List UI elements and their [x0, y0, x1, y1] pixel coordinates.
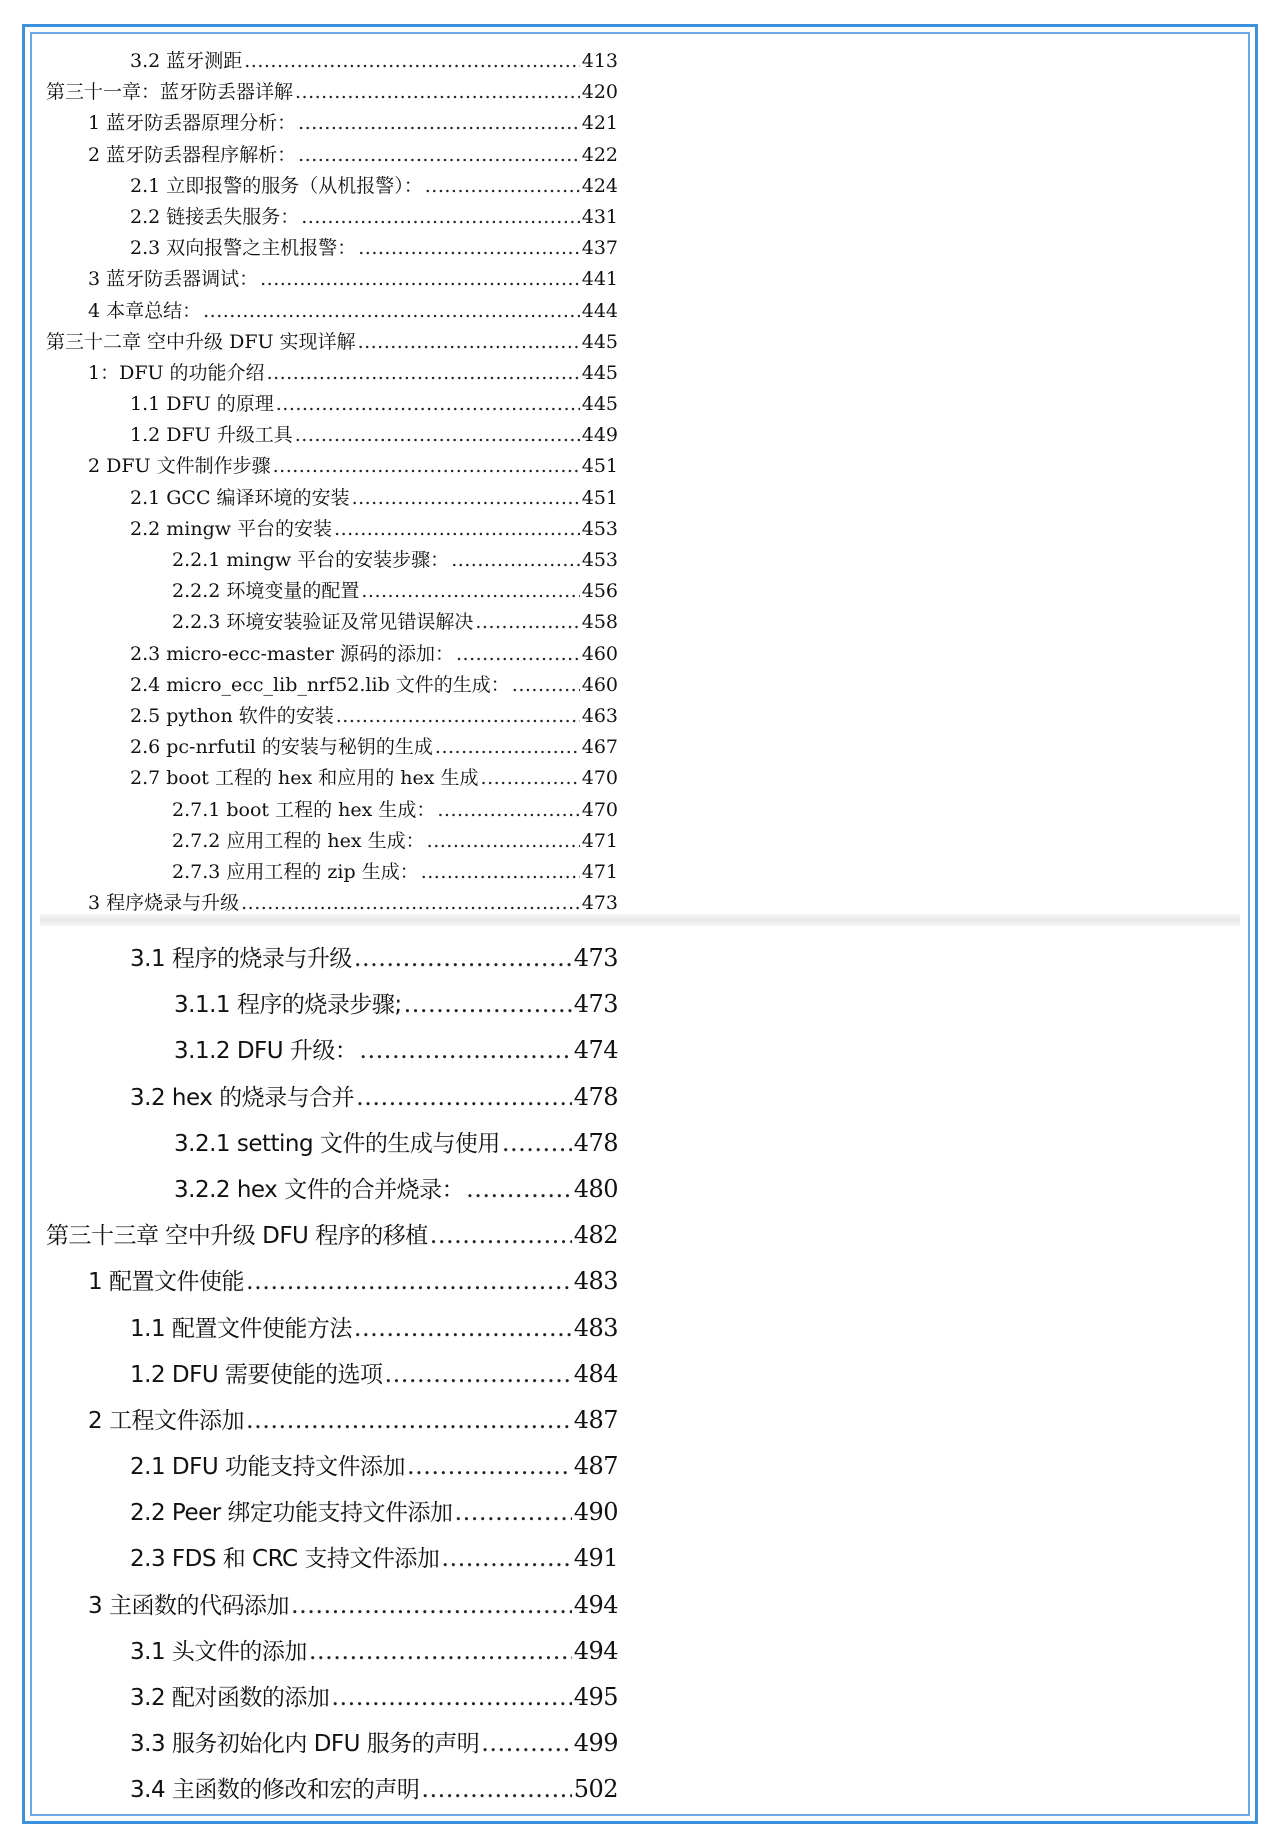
toc-page-number: 449: [581, 424, 618, 447]
toc-page-number: 473: [573, 944, 618, 972]
toc-leader-dots: [336, 705, 580, 727]
toc-entry[interactable]: [46, 1171, 618, 1217]
toc-entry-title: 2.7.3 应用工程的 zip 生成：: [172, 860, 419, 883]
toc-entry-title: 2 工程文件添加: [88, 1407, 244, 1434]
toc-entry[interactable]: [46, 639, 618, 670]
toc-entry-title: 2.1 DFU 功能支持文件添加: [130, 1454, 405, 1481]
toc-page-number: 471: [581, 860, 618, 883]
toc-page-number: 445: [581, 330, 618, 353]
toc-entry-title: 2.5 python 软件的安装: [130, 704, 334, 727]
toc-leader-dots: [512, 674, 580, 696]
toc-page-number: 451: [581, 486, 618, 509]
toc-leader-dots: [298, 144, 580, 166]
toc-leader-dots: [203, 300, 580, 322]
toc-page-number: 431: [581, 205, 618, 228]
toc-leader-dots: [354, 944, 572, 972]
toc-leader-dots: [455, 1498, 572, 1526]
toc-leader-dots: [407, 1452, 572, 1480]
toc-entry[interactable]: [46, 670, 618, 701]
toc-entry-title: 2.1 GCC 编译环境的安装: [130, 486, 350, 509]
toc-entry-title: 1 蓝牙防丢器原理分析：: [88, 112, 297, 135]
toc-entry-title: 2.6 pc-nrfutil 的安装与秘钥的生成: [130, 736, 433, 759]
toc-page-number: 482: [573, 1221, 618, 1250]
toc-page-number: 422: [581, 143, 618, 166]
toc-page-number: 421: [581, 112, 618, 135]
toc-leader-dots: [359, 1036, 571, 1064]
toc-leader-dots: [298, 112, 580, 134]
toc-entry-title: 3 主函数的代码添加: [88, 1592, 289, 1619]
toc-leader-dots: [425, 175, 580, 197]
toc-entry[interactable]: [46, 1356, 618, 1402]
toc-page-number: 413: [581, 50, 618, 72]
toc-entry[interactable]: [46, 1540, 618, 1586]
toc-entry[interactable]: [46, 514, 618, 545]
toc-page-number: 445: [581, 361, 618, 384]
toc-entry[interactable]: [46, 327, 618, 358]
toc-entry[interactable]: [46, 732, 618, 763]
toc-entry-title: 2 蓝牙防丢器程序解析：: [88, 143, 297, 166]
toc-entry-title: 3.2 配对函数的添加: [130, 1685, 330, 1711]
toc-leader-dots: [246, 1267, 572, 1295]
toc-leader-dots: [441, 1544, 571, 1572]
toc-entry[interactable]: [46, 986, 618, 1032]
toc-entry-title: 1 配置文件使能: [88, 1269, 244, 1296]
toc-entry[interactable]: [46, 1125, 618, 1171]
toc-leader-dots: [246, 1406, 572, 1434]
toc-page-number: 453: [581, 517, 618, 540]
toc-leader-dots: [427, 830, 580, 852]
toc-page-number: 474: [573, 1036, 618, 1065]
toc-entry[interactable]: [46, 358, 618, 389]
toc-leader-dots: [273, 455, 580, 477]
toc-entry-title: 1.2 DFU 需要使能的选项: [130, 1361, 383, 1388]
toc-entry[interactable]: [46, 451, 618, 482]
toc-entry[interactable]: [46, 264, 618, 295]
toc-section-lower: [46, 940, 618, 1818]
toc-entry[interactable]: [46, 420, 618, 451]
toc-page-number: 456: [581, 580, 618, 603]
toc-entry-title: 3.2 蓝牙测距: [130, 50, 243, 72]
toc-page-number: 490: [573, 1498, 618, 1527]
toc-page-number: 458: [581, 611, 618, 634]
toc-page-number: 484: [573, 1359, 618, 1388]
toc-entry[interactable]: [46, 1402, 618, 1448]
toc-leader-dots: [331, 1683, 571, 1711]
toc-entry[interactable]: [46, 701, 618, 732]
toc-entry[interactable]: [46, 1079, 618, 1125]
toc-page-number: 491: [573, 1544, 618, 1573]
toc-leader-dots: [481, 767, 580, 789]
toc-entry-title: 3.2.2 hex 文件的合并烧录：: [174, 1176, 465, 1203]
toc-entry[interactable]: [46, 1032, 618, 1078]
toc-entry[interactable]: [46, 296, 618, 327]
toc-leader-dots: [466, 1175, 572, 1203]
toc-entry-title: 2.7.2 应用工程的 hex 生成：: [172, 829, 425, 852]
toc-entry-title: 2.7 boot 工程的 hex 和应用的 hex 生成: [130, 767, 479, 790]
toc-page-number: 478: [573, 1128, 618, 1157]
toc-entry-title: 2.3 双向报警之主机报警：: [130, 237, 357, 260]
toc-entry[interactable]: [46, 233, 618, 264]
toc-entry-title: 3.3 服务初始化内 DFU 服务的声明: [130, 1731, 480, 1758]
toc-entry-title: 3 蓝牙防丢器调试：: [88, 268, 259, 291]
toc-page-number: 495: [573, 1683, 618, 1711]
toc-leader-dots: [352, 487, 580, 509]
toc-leader-dots: [475, 611, 579, 633]
toc-leader-dots: [404, 990, 572, 1018]
toc-leader-dots: [358, 237, 579, 259]
toc-leader-dots: [456, 643, 580, 665]
toc-entry[interactable]: [46, 1310, 618, 1356]
toc-leader-dots: [481, 1729, 571, 1757]
toc-entry-title: 第三十二章 空中升级 DFU 实现详解: [46, 330, 356, 353]
toc-page-number: 467: [581, 736, 618, 759]
toc-entry[interactable]: [46, 1587, 618, 1633]
toc-entry-title: 1.1 DFU 的原理: [130, 393, 274, 416]
toc-page-number: 470: [581, 767, 618, 790]
toc-leader-dots: [295, 424, 580, 446]
toc-entry[interactable]: [46, 108, 618, 139]
toc-entry-title: 2.2 链接丢失服务：: [130, 205, 300, 228]
toc-leader-dots: [435, 736, 580, 758]
toc-leader-dots: [301, 206, 579, 228]
toc-leader-dots: [291, 1591, 572, 1619]
toc-page-number: 453: [581, 549, 618, 571]
toc-page-number: 483: [573, 1267, 618, 1296]
toc-entry-title: 3.4 主函数的修改和宏的声明: [130, 1777, 420, 1804]
toc-entry-title: 2 DFU 文件制作步骤: [88, 455, 271, 478]
toc-entry-title: 第三十一章：蓝牙防丢器详解: [46, 81, 294, 104]
page-break-divider: [40, 914, 1240, 926]
toc-entry[interactable]: [46, 1448, 618, 1494]
toc-entry[interactable]: [46, 763, 618, 794]
toc-page-number: 444: [581, 299, 618, 322]
toc-entry[interactable]: [46, 171, 618, 202]
toc-leader-dots: [358, 331, 580, 353]
toc-leader-dots: [241, 892, 580, 914]
toc-page-number: 463: [581, 704, 618, 727]
toc-entry-title: 3.1 程序的烧录与升级: [130, 946, 352, 972]
toc-leader-dots: [244, 50, 579, 72]
toc-leader-dots: [334, 518, 580, 540]
toc-leader-dots: [421, 861, 580, 883]
toc-entry[interactable]: [46, 46, 618, 77]
toc-page-number: 487: [573, 1405, 618, 1434]
toc-page-number: 499: [573, 1729, 618, 1758]
toc-page-number: 451: [581, 455, 618, 478]
toc-entry-title: 2.3 micro-ecc-master 源码的添加：: [130, 642, 454, 665]
toc-page-number: 424: [581, 174, 618, 197]
toc-entry-title: 1.1 配置文件使能方法: [130, 1315, 352, 1342]
toc-entry-title: 2.2 mingw 平台的安装: [130, 517, 333, 540]
toc-entry-title: 3.1 头文件的添加: [130, 1638, 307, 1665]
toc-entry-title: 2.1 立即报警的服务（从机报警）：: [130, 174, 423, 197]
toc-leader-dots: [276, 393, 580, 415]
toc-entry[interactable]: [46, 1679, 618, 1725]
toc-entry[interactable]: [46, 77, 618, 108]
toc-entry-title: 3.2.1 setting 文件的生成与使用: [174, 1130, 500, 1157]
toc-leader-dots: [502, 1129, 572, 1157]
toc-entry[interactable]: [46, 140, 618, 171]
toc-entry[interactable]: [46, 1494, 618, 1540]
toc-entry[interactable]: [46, 202, 618, 233]
toc-page-number: 473: [573, 990, 618, 1019]
toc-leader-dots: [437, 799, 579, 821]
toc-page-number: 460: [581, 642, 618, 665]
toc-entry[interactable]: [46, 1217, 618, 1263]
toc-entry-title: 第三十三章 空中升级 DFU 程序的移植: [46, 1223, 428, 1250]
toc-leader-dots: [356, 1083, 572, 1111]
toc-leader-dots: [384, 1360, 571, 1388]
toc-leader-dots: [295, 81, 580, 103]
toc-entry[interactable]: [46, 1633, 618, 1679]
toc-leader-dots: [451, 549, 580, 571]
toc-entry-title: 1：DFU 的功能介绍: [88, 361, 265, 384]
toc-entry[interactable]: [46, 940, 618, 986]
toc-page-number: 470: [581, 798, 618, 821]
toc-entry[interactable]: [46, 1725, 618, 1771]
toc-leader-dots: [430, 1221, 572, 1249]
toc-leader-dots: [421, 1775, 571, 1803]
toc-entry-title: 2.2.2 环境变量的配置: [172, 580, 360, 603]
toc-entry[interactable]: [46, 483, 618, 514]
toc-page-number: 441: [581, 268, 618, 291]
toc-entry-title: 3.1.2 DFU 升级：: [174, 1038, 358, 1065]
toc-leader-dots: [354, 1314, 572, 1342]
toc-page-number: 487: [573, 1452, 618, 1481]
toc-leader-dots: [260, 268, 580, 290]
toc-section-upper: [46, 46, 618, 919]
toc-page-number: 494: [573, 1636, 618, 1665]
toc-entry-title: 4 本章总结：: [88, 299, 202, 322]
toc-leader-dots: [267, 362, 580, 384]
toc-page-number: 437: [581, 237, 618, 260]
toc-page-number: 445: [581, 393, 618, 416]
toc-entry-title: 3.1.1 程序的烧录步骤;: [174, 992, 402, 1019]
toc-entry-title: 2.2 Peer 绑定功能支持文件添加: [130, 1500, 453, 1527]
toc-entry[interactable]: [46, 389, 618, 420]
toc-page-number: 473: [581, 892, 618, 915]
toc-entry-title: 3.2 hex 的烧录与合并: [130, 1084, 355, 1111]
toc-entry-title: 2.2.1 mingw 平台的安装步骤：: [172, 549, 450, 571]
toc-page-number: 478: [573, 1082, 618, 1111]
toc-entry[interactable]: [46, 607, 618, 638]
toc-page-number: 480: [573, 1174, 618, 1203]
toc-entry[interactable]: [46, 857, 618, 888]
toc-entry-title: 3 程序烧录与升级: [88, 892, 240, 915]
toc-entry[interactable]: [46, 826, 618, 857]
toc-page-number: 502: [573, 1775, 618, 1804]
toc-entry-title: 2.2.3 环境安装验证及常见错误解决: [172, 611, 474, 634]
toc-leader-dots: [361, 580, 579, 602]
toc-page-number: 483: [573, 1313, 618, 1342]
toc-entry-title: 2.3 FDS 和 CRC 支持文件添加: [130, 1546, 440, 1573]
toc-entry[interactable]: [46, 1771, 618, 1817]
toc-entry-title: 2.7.1 boot 工程的 hex 生成：: [172, 798, 436, 821]
toc-page-number: 471: [581, 829, 618, 852]
toc-entry[interactable]: [46, 545, 618, 576]
toc-entry-title: 2.4 micro_ecc_lib_nrf52.lib 文件的生成：: [130, 673, 510, 696]
toc-page-number: 420: [581, 81, 618, 104]
toc-entry-title: 1.2 DFU 升级工具: [130, 424, 293, 447]
toc-page-number: 494: [573, 1590, 618, 1619]
toc-entry[interactable]: [46, 576, 618, 607]
toc-leader-dots: [309, 1637, 572, 1665]
toc-entry[interactable]: [46, 795, 618, 826]
toc-entry[interactable]: [46, 1263, 618, 1309]
toc-page-number: 460: [581, 673, 618, 696]
